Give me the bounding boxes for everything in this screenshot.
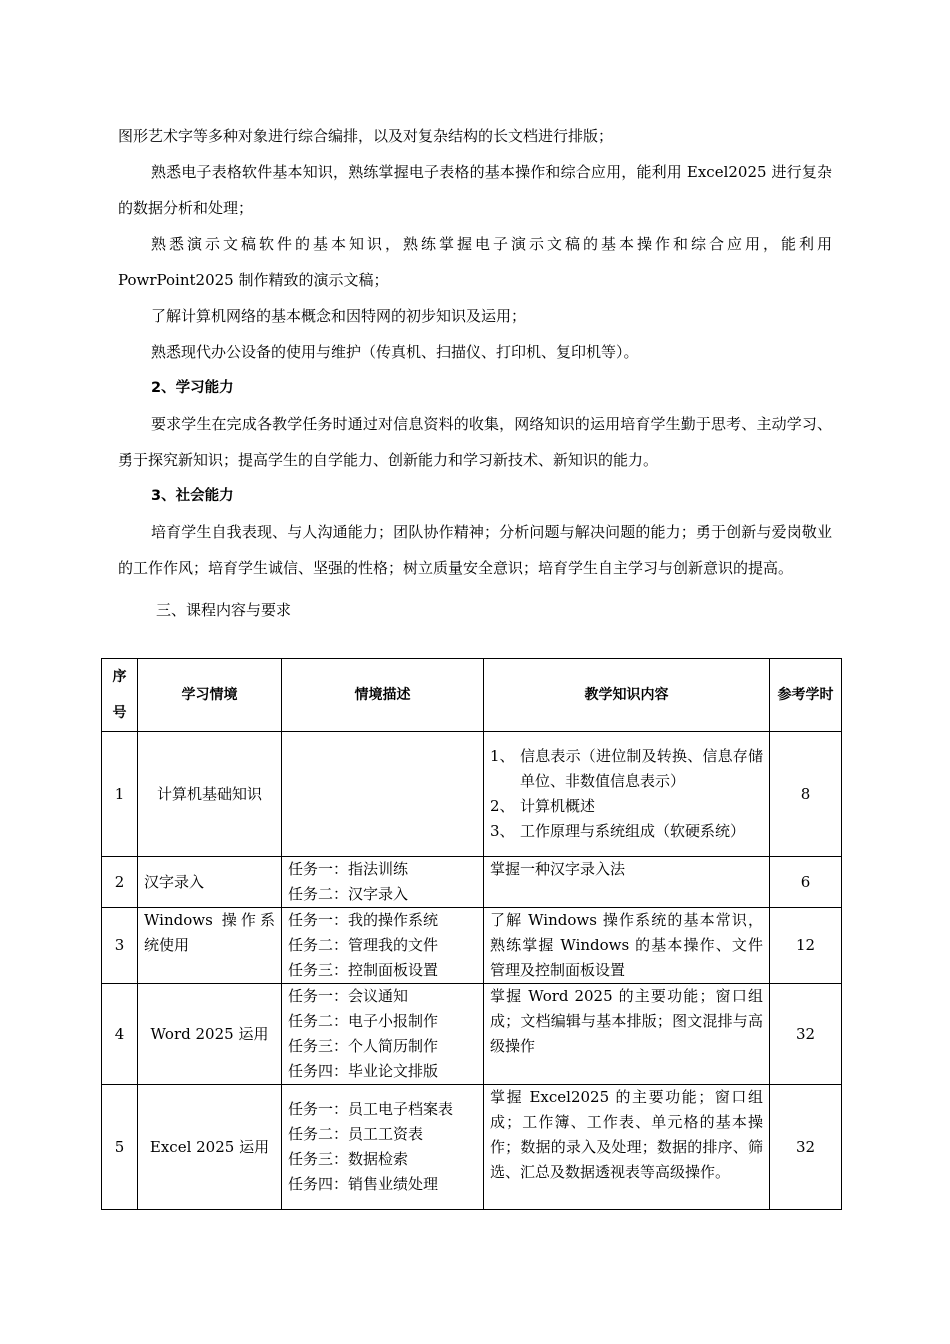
- task-item: 任务一：会议通知: [288, 987, 409, 1005]
- row-seq: 4: [102, 984, 138, 1085]
- task-item: 任务二：员工工资表: [288, 1125, 424, 1143]
- list-number: 2、: [490, 797, 515, 815]
- list-number: 3、: [490, 822, 515, 840]
- row-content: 掌握 Word 2025 的主要功能；窗口组成；文档编辑与基本排版；图文混排与高级操作: [484, 984, 770, 1085]
- row-tasks: [282, 1085, 484, 1210]
- task-item: 任务一：员工电子档案表: [288, 1100, 454, 1118]
- list-item: [490, 744, 763, 794]
- table-row: [102, 908, 842, 984]
- header-situation: 学习情境: [138, 659, 282, 732]
- row-hours: 6: [770, 857, 842, 908]
- task-item: 任务三：个人简历制作: [288, 1037, 439, 1055]
- section-heading-learning: 2、学习能力: [151, 380, 234, 396]
- row-tasks: [282, 984, 484, 1085]
- list-text: 信息表示（进位制及转换、信息存储单位、非数值信息表示）: [520, 747, 763, 790]
- row-situation: Excel 2025 运用: [138, 1085, 282, 1210]
- list-item: [490, 819, 763, 844]
- task-item: 任务四：毕业论文排版: [288, 1062, 439, 1080]
- paragraph: 熟悉电子表格软件基本知识，熟练掌握电子表格的基本操作和综合应用，能利用 Excel2025 进行复杂的数据分析和处理；: [118, 163, 832, 217]
- table-header-row: [102, 659, 842, 732]
- row-tasks: [282, 908, 484, 984]
- task-item: 任务四：销售业绩处理: [288, 1175, 439, 1193]
- task-item: 任务二：电子小报制作: [288, 1012, 439, 1030]
- table-row: [102, 732, 842, 857]
- task-item: 任务二：管理我的文件: [288, 936, 439, 954]
- row-tasks: [282, 857, 484, 908]
- list-text: 计算机概述: [520, 797, 596, 815]
- course-content-table: [101, 658, 842, 1210]
- paragraph: 熟悉现代办公设备的使用与维护（传真机、扫描仪、打印机、复印机等）。: [151, 343, 639, 361]
- list-item: [490, 794, 763, 819]
- row-situation: 汉字录入: [138, 857, 282, 908]
- paragraph: 要求学生在完成各教学任务时通过对信息资料的收集，网络知识的运用培育学生勤于思考、主动学习、勇于探究新知识；提高学生的自学能力、创新能力和学习新技术、新知识的能力。: [118, 415, 832, 469]
- row-situation: Windows 操作系统使用: [138, 908, 282, 984]
- row-hours: 12: [770, 908, 842, 984]
- paragraph: 培育学生自我表现、与人沟通能力；团队协作精神；分析问题与解决问题的能力；勇于创新与爱岗敬业的工作作风；培育学生诚信、坚强的性格；树立质量安全意识；培育学生自主学习与创新意识的提高。: [118, 523, 832, 577]
- document-page: [118, 118, 832, 628]
- row-seq: 1: [102, 732, 138, 857]
- section-title-course-content: 三、课程内容与要求: [156, 601, 292, 619]
- row-hours: 32: [770, 984, 842, 1085]
- row-hours: 32: [770, 1085, 842, 1210]
- task-item: 任务三：控制面板设置: [288, 961, 439, 979]
- row-hours: 8: [770, 732, 842, 857]
- task-item: 任务二：汉字录入: [288, 885, 409, 903]
- header-hours: 参考学时: [770, 659, 842, 732]
- row-content: 了解 Windows 操作系统的基本常识，熟练掌握 Windows 的基本操作、文件管理及控制面板设置: [484, 908, 770, 984]
- table-row: [102, 984, 842, 1085]
- row-seq: 3: [102, 908, 138, 984]
- row-situation: 计算机基础知识: [138, 732, 282, 857]
- row-knowledge: [484, 732, 770, 857]
- list-text: 工作原理与系统组成（软硬系统）: [520, 822, 746, 840]
- row-situation: Word 2025 运用: [138, 984, 282, 1085]
- row-content: 掌握 Excel2025 的主要功能；窗口组成；工作簿、工作表、单元格的基本操作；数据的录入及处理；数据的排序、筛选、汇总及数据透视表等高级操作。: [484, 1085, 770, 1210]
- header-description: 情境描述: [282, 659, 484, 732]
- header-content: 教学知识内容: [484, 659, 770, 732]
- row-seq: 5: [102, 1085, 138, 1210]
- task-item: 任务一：我的操作系统: [288, 911, 439, 929]
- row-seq: 2: [102, 857, 138, 908]
- section-heading-social: 3、社会能力: [151, 488, 234, 504]
- row-content: 掌握一种汉字录入法: [484, 857, 770, 908]
- paragraph: 了解计算机网络的基本概念和因特网的初步知识及运用；: [151, 307, 527, 325]
- list-number: 1、: [490, 747, 515, 765]
- table-row: [102, 857, 842, 908]
- header-seq: 序号: [102, 659, 138, 732]
- task-item: 任务三：数据检索: [288, 1150, 409, 1168]
- table-row: [102, 1085, 842, 1210]
- task-item: 任务一：指法训练: [288, 860, 409, 878]
- paragraph: 熟悉演示文稿软件的基本知识，熟练掌握电子演示文稿的基本操作和综合应用，能利用 PowrPoint2025 制作精致的演示文稿；: [118, 235, 832, 289]
- paragraph: 图形艺术字等多种对象进行综合编排，以及对复杂结构的长文档进行排版；: [118, 127, 614, 145]
- row-tasks: [282, 732, 484, 857]
